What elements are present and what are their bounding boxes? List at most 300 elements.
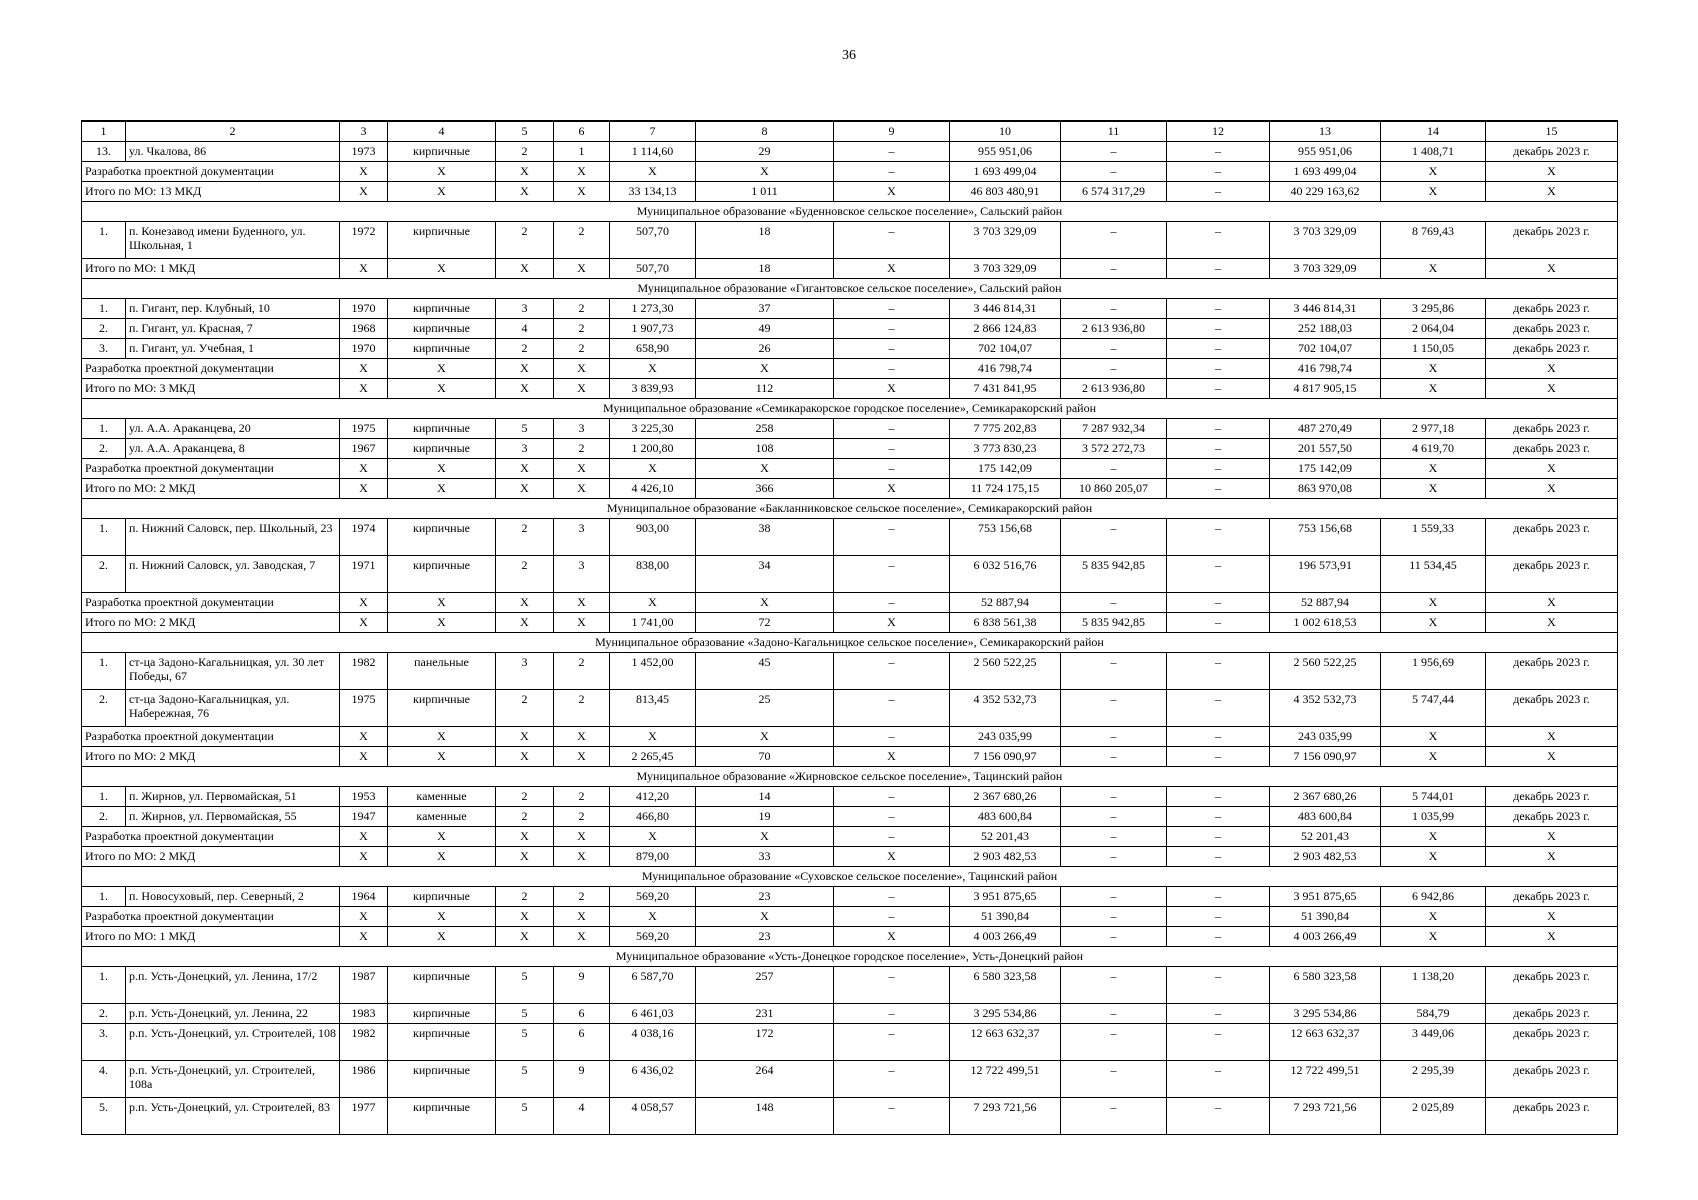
cost-per-area: 1 408,71 — [1381, 142, 1486, 162]
summary-label: Разработка проектной документации — [82, 359, 340, 379]
column-9-cell: – — [834, 1024, 950, 1061]
column-9-cell: – — [834, 339, 950, 359]
build-year: 1953 — [340, 787, 388, 807]
summary-cell-c13: 2 903 482,53 — [1270, 847, 1381, 867]
summary-cell-c13: 175 142,09 — [1270, 459, 1381, 479]
total-cost: 6 032 516,76 — [950, 556, 1061, 593]
row-number: 13. — [82, 142, 126, 162]
summary-cell-c4: X — [388, 827, 496, 847]
summary-cell-c7: 3 839,93 — [610, 379, 696, 399]
build-year: 1975 — [340, 690, 388, 727]
total-area: 813,45 — [610, 690, 696, 727]
summary-cell-c4: X — [388, 182, 496, 202]
column-9-cell: – — [834, 556, 950, 593]
completion-date: декабрь 2023 г. — [1486, 807, 1618, 827]
row-number: 3. — [82, 339, 126, 359]
cost-per-area: 6 942,86 — [1381, 887, 1486, 907]
cost-per-area: 3 449,06 — [1381, 1024, 1486, 1061]
summary-cell-c6: X — [554, 379, 610, 399]
entrances-count: 2 — [554, 887, 610, 907]
summary-cell-c13: 863 970,08 — [1270, 479, 1381, 499]
row-number: 1. — [82, 222, 126, 259]
building-address: р.п. Усть-Донецкий, ул. Ленина, 17/2 — [126, 967, 340, 1004]
floors-count: 2 — [496, 222, 554, 259]
summary-cell-c12: – — [1167, 162, 1270, 182]
summary-cell-c13: 7 156 090,97 — [1270, 747, 1381, 767]
summary-cell-c4: X — [388, 479, 496, 499]
summary-cell-c11: 10 860 205,07 — [1061, 479, 1167, 499]
building-address: п. Гигант, ул. Учебная, 1 — [126, 339, 340, 359]
summary-cell-c9: X — [834, 847, 950, 867]
wall-material: кирпичные — [388, 1061, 496, 1098]
residents-count: 172 — [696, 1024, 834, 1061]
summary-cell-c14: X — [1381, 847, 1486, 867]
residents-count: 34 — [696, 556, 834, 593]
summary-cell-c5: X — [496, 162, 554, 182]
wall-material: кирпичные — [388, 556, 496, 593]
column-number-cell: 2 — [126, 121, 340, 142]
building-address: р.п. Усть-Донецкий, ул. Строителей, 108а — [126, 1061, 340, 1098]
summary-cell-c15: X — [1486, 927, 1618, 947]
summary-row — [82, 259, 1618, 279]
column-9-cell: – — [834, 807, 950, 827]
summary-cell-c8: 366 — [696, 479, 834, 499]
summary-cell-c3: X — [340, 827, 388, 847]
total-cost: 3 951 875,65 — [950, 887, 1061, 907]
summary-cell-c8: 33 — [696, 847, 834, 867]
column-12-cell: – — [1167, 1024, 1270, 1061]
cost-per-area: 5 747,44 — [1381, 690, 1486, 727]
summary-cell-c12: – — [1167, 727, 1270, 747]
row-number: 1. — [82, 887, 126, 907]
municipality-section-row — [82, 767, 1618, 787]
column-9-cell: – — [834, 439, 950, 459]
summary-cell-c9: – — [834, 907, 950, 927]
column-13-cell: 3 446 814,31 — [1270, 299, 1381, 319]
summary-cell-c7: 2 265,45 — [610, 747, 696, 767]
building-address: п. Гигант, пер. Клубный, 10 — [126, 299, 340, 319]
build-year: 1974 — [340, 519, 388, 556]
entrances-count: 2 — [554, 319, 610, 339]
total-cost: 12 722 499,51 — [950, 1061, 1061, 1098]
column-9-cell: – — [834, 222, 950, 259]
column-12-cell: – — [1167, 807, 1270, 827]
summary-row — [82, 359, 1618, 379]
column-9-cell: – — [834, 653, 950, 690]
total-area: 1 200,80 — [610, 439, 696, 459]
summary-cell-c14: X — [1381, 379, 1486, 399]
building-address: ул. Чкалова, 86 — [126, 142, 340, 162]
building-row — [82, 319, 1618, 339]
column-12-cell: – — [1167, 142, 1270, 162]
completion-date: декабрь 2023 г. — [1486, 653, 1618, 690]
floors-count: 4 — [496, 319, 554, 339]
summary-label: Разработка проектной документации — [82, 593, 340, 613]
column-number-cell: 6 — [554, 121, 610, 142]
cost-per-area: 1 035,99 — [1381, 807, 1486, 827]
summary-cell-c5: X — [496, 747, 554, 767]
municipality-section-row — [82, 279, 1618, 299]
housing-repair-table — [81, 120, 1618, 1135]
summary-cell-c7: 507,70 — [610, 259, 696, 279]
column-number-cell: 3 — [340, 121, 388, 142]
floors-count: 3 — [496, 653, 554, 690]
summary-cell-c12: – — [1167, 747, 1270, 767]
summary-row — [82, 907, 1618, 927]
column-12-cell: – — [1167, 556, 1270, 593]
summary-cell-c15: X — [1486, 182, 1618, 202]
summary-cell-c14: X — [1381, 459, 1486, 479]
build-year: 1968 — [340, 319, 388, 339]
entrances-count: 3 — [554, 419, 610, 439]
total-cost: 3 703 329,09 — [950, 222, 1061, 259]
completion-date: декабрь 2023 г. — [1486, 1061, 1618, 1098]
building-row — [82, 1061, 1618, 1098]
residents-count: 18 — [696, 222, 834, 259]
building-row — [82, 556, 1618, 593]
summary-cell-c12: – — [1167, 827, 1270, 847]
summary-cell-c7: 4 426,10 — [610, 479, 696, 499]
summary-cell-cost: 416 798,74 — [950, 359, 1061, 379]
summary-label: Итого по МО: 1 МКД — [82, 927, 340, 947]
summary-cell-c5: X — [496, 613, 554, 633]
column-12-cell: – — [1167, 967, 1270, 1004]
summary-cell-c13: 52 201,43 — [1270, 827, 1381, 847]
entrances-count: 2 — [554, 787, 610, 807]
row-number: 2. — [82, 439, 126, 459]
build-year: 1964 — [340, 887, 388, 907]
municipality-title: Муниципальное образование «Бакланниковское сельское поселение», Семикаракорский район — [82, 499, 1618, 519]
summary-cell-c11: – — [1061, 359, 1167, 379]
summary-cell-c5: X — [496, 827, 554, 847]
summary-cell-c15: X — [1486, 747, 1618, 767]
summary-cell-cost: 4 003 266,49 — [950, 927, 1061, 947]
column-13-cell: 3 703 329,09 — [1270, 222, 1381, 259]
summary-cell-c15: X — [1486, 379, 1618, 399]
summary-cell-c4: X — [388, 747, 496, 767]
total-cost: 2 367 680,26 — [950, 787, 1061, 807]
row-number: 2. — [82, 807, 126, 827]
summary-cell-c4: X — [388, 593, 496, 613]
summary-label: Итого по МО: 2 МКД — [82, 613, 340, 633]
total-area: 6 587,70 — [610, 967, 696, 1004]
summary-cell-c12: – — [1167, 479, 1270, 499]
municipality-section-row — [82, 499, 1618, 519]
wall-material: кирпичные — [388, 967, 496, 1004]
residents-count: 26 — [696, 339, 834, 359]
column-9-cell: – — [834, 319, 950, 339]
municipality-title: Муниципальное образование «Семикаракорское городское поселение», Семикаракорский район — [82, 399, 1618, 419]
floors-count: 5 — [496, 419, 554, 439]
wall-material: кирпичные — [388, 1024, 496, 1061]
municipality-section-row — [82, 947, 1618, 967]
summary-cell-c3: X — [340, 162, 388, 182]
floors-count: 2 — [496, 519, 554, 556]
summary-cell-c5: X — [496, 907, 554, 927]
wall-material: кирпичные — [388, 439, 496, 459]
summary-cell-cost: 52 201,43 — [950, 827, 1061, 847]
summary-row — [82, 593, 1618, 613]
completion-date: декабрь 2023 г. — [1486, 319, 1618, 339]
summary-label: Разработка проектной документации — [82, 459, 340, 479]
floors-count: 2 — [496, 807, 554, 827]
summary-cell-c14: X — [1381, 927, 1486, 947]
summary-cell-c8: X — [696, 593, 834, 613]
column-11-cell: 7 287 932,34 — [1061, 419, 1167, 439]
building-address: п. Конезавод имени Буденного, ул. Школьная, 1 — [126, 222, 340, 259]
building-address: ул. А.А. Араканцева, 8 — [126, 439, 340, 459]
column-11-cell: – — [1061, 1024, 1167, 1061]
column-number-cell: 14 — [1381, 121, 1486, 142]
build-year: 1983 — [340, 1004, 388, 1024]
building-address: п. Нижний Саловск, пер. Школьный, 23 — [126, 519, 340, 556]
building-row — [82, 967, 1618, 1004]
summary-cell-c13: 40 229 163,62 — [1270, 182, 1381, 202]
column-12-cell: – — [1167, 339, 1270, 359]
row-number: 4. — [82, 1061, 126, 1098]
summary-cell-c8: 72 — [696, 613, 834, 633]
column-12-cell: – — [1167, 690, 1270, 727]
column-9-cell: – — [834, 519, 950, 556]
residents-count: 29 — [696, 142, 834, 162]
summary-cell-c9: – — [834, 162, 950, 182]
total-area: 4 058,57 — [610, 1098, 696, 1135]
summary-label: Итого по МО: 2 МКД — [82, 479, 340, 499]
building-row — [82, 807, 1618, 827]
summary-cell-c14: X — [1381, 613, 1486, 633]
summary-cell-c14: X — [1381, 827, 1486, 847]
column-12-cell: – — [1167, 419, 1270, 439]
completion-date: декабрь 2023 г. — [1486, 142, 1618, 162]
column-number-cell: 7 — [610, 121, 696, 142]
column-13-cell: 3 295 534,86 — [1270, 1004, 1381, 1024]
summary-cell-c9: – — [834, 727, 950, 747]
summary-cell-c11: – — [1061, 747, 1167, 767]
entrances-count: 2 — [554, 807, 610, 827]
column-11-cell: – — [1061, 967, 1167, 1004]
floors-count: 5 — [496, 967, 554, 1004]
summary-cell-c8: 18 — [696, 259, 834, 279]
summary-cell-c14: X — [1381, 259, 1486, 279]
entrances-count: 2 — [554, 222, 610, 259]
summary-cell-c13: 416 798,74 — [1270, 359, 1381, 379]
summary-cell-c3: X — [340, 613, 388, 633]
summary-label: Итого по МО: 13 МКД — [82, 182, 340, 202]
summary-cell-c8: 23 — [696, 927, 834, 947]
summary-cell-cost: 51 390,84 — [950, 907, 1061, 927]
summary-cell-c7: 1 741,00 — [610, 613, 696, 633]
summary-cell-c6: X — [554, 593, 610, 613]
completion-date: декабрь 2023 г. — [1486, 222, 1618, 259]
summary-cell-c6: X — [554, 847, 610, 867]
column-13-cell: 12 663 632,37 — [1270, 1024, 1381, 1061]
floors-count: 2 — [496, 142, 554, 162]
total-area: 412,20 — [610, 787, 696, 807]
summary-cell-c4: X — [388, 259, 496, 279]
building-row — [82, 222, 1618, 259]
summary-cell-c13: 243 035,99 — [1270, 727, 1381, 747]
summary-label: Итого по МО: 3 МКД — [82, 379, 340, 399]
building-row — [82, 1098, 1618, 1135]
build-year: 1971 — [340, 556, 388, 593]
summary-label: Разработка проектной документации — [82, 727, 340, 747]
summary-cell-c12: – — [1167, 593, 1270, 613]
build-year: 1967 — [340, 439, 388, 459]
total-cost: 7 775 202,83 — [950, 419, 1061, 439]
total-cost: 483 600,84 — [950, 807, 1061, 827]
summary-cell-c15: X — [1486, 459, 1618, 479]
summary-cell-c8: X — [696, 162, 834, 182]
column-9-cell: – — [834, 419, 950, 439]
completion-date: декабрь 2023 г. — [1486, 339, 1618, 359]
summary-cell-c15: X — [1486, 613, 1618, 633]
summary-cell-c11: 5 835 942,85 — [1061, 613, 1167, 633]
summary-cell-c13: 4 817 905,15 — [1270, 379, 1381, 399]
row-number: 1. — [82, 419, 126, 439]
column-13-cell: 4 352 532,73 — [1270, 690, 1381, 727]
summary-row — [82, 162, 1618, 182]
summary-cell-c12: – — [1167, 359, 1270, 379]
entrances-count: 2 — [554, 439, 610, 459]
summary-cell-c12: – — [1167, 379, 1270, 399]
summary-cell-c6: X — [554, 162, 610, 182]
summary-cell-cost: 175 142,09 — [950, 459, 1061, 479]
column-9-cell: – — [834, 299, 950, 319]
column-13-cell: 955 951,06 — [1270, 142, 1381, 162]
residents-count: 108 — [696, 439, 834, 459]
summary-cell-c3: X — [340, 359, 388, 379]
summary-cell-c7: X — [610, 459, 696, 479]
summary-cell-c6: X — [554, 907, 610, 927]
building-row — [82, 419, 1618, 439]
column-12-cell: – — [1167, 887, 1270, 907]
summary-cell-c12: – — [1167, 259, 1270, 279]
building-address: п. Нижний Саловск, ул. Заводская, 7 — [126, 556, 340, 593]
wall-material: кирпичные — [388, 142, 496, 162]
column-11-cell: 5 835 942,85 — [1061, 556, 1167, 593]
summary-cell-c9: – — [834, 593, 950, 613]
total-cost: 6 580 323,58 — [950, 967, 1061, 1004]
residents-count: 148 — [696, 1098, 834, 1135]
summary-cell-c14: X — [1381, 907, 1486, 927]
summary-cell-c6: X — [554, 259, 610, 279]
row-number: 1. — [82, 519, 126, 556]
summary-row — [82, 613, 1618, 633]
summary-cell-c6: X — [554, 459, 610, 479]
summary-label: Итого по МО: 2 МКД — [82, 747, 340, 767]
residents-count: 37 — [696, 299, 834, 319]
summary-cell-c13: 4 003 266,49 — [1270, 927, 1381, 947]
wall-material: кирпичные — [388, 1098, 496, 1135]
summary-cell-c7: X — [610, 907, 696, 927]
page-number: 36 — [842, 48, 856, 63]
summary-cell-c11: – — [1061, 459, 1167, 479]
completion-date: декабрь 2023 г. — [1486, 556, 1618, 593]
summary-cell-c11: – — [1061, 927, 1167, 947]
column-13-cell: 753 156,68 — [1270, 519, 1381, 556]
residents-count: 23 — [696, 887, 834, 907]
summary-cell-c11: – — [1061, 162, 1167, 182]
column-9-cell: – — [834, 690, 950, 727]
column-11-cell: – — [1061, 222, 1167, 259]
municipality-title: Муниципальное образование «Буденновское сельское поселение», Сальский район — [82, 202, 1618, 222]
summary-cell-c4: X — [388, 459, 496, 479]
floors-count: 5 — [496, 1098, 554, 1135]
completion-date: декабрь 2023 г. — [1486, 519, 1618, 556]
summary-cell-c12: – — [1167, 907, 1270, 927]
column-13-cell: 201 557,50 — [1270, 439, 1381, 459]
wall-material: кирпичные — [388, 690, 496, 727]
floors-count: 2 — [496, 787, 554, 807]
summary-row — [82, 747, 1618, 767]
column-13-cell: 487 270,49 — [1270, 419, 1381, 439]
summary-cell-c5: X — [496, 927, 554, 947]
total-cost: 3 773 830,23 — [950, 439, 1061, 459]
summary-cell-c8: 1 011 — [696, 182, 834, 202]
residents-count: 258 — [696, 419, 834, 439]
summary-row — [82, 182, 1618, 202]
summary-cell-c15: X — [1486, 847, 1618, 867]
entrances-count: 3 — [554, 556, 610, 593]
total-area: 1 273,30 — [610, 299, 696, 319]
municipality-section-row — [82, 202, 1618, 222]
building-address: р.п. Усть-Донецкий, ул. Строителей, 108 — [126, 1024, 340, 1061]
building-row — [82, 339, 1618, 359]
residents-count: 45 — [696, 653, 834, 690]
completion-date: декабрь 2023 г. — [1486, 439, 1618, 459]
summary-label: Итого по МО: 2 МКД — [82, 847, 340, 867]
row-number: 2. — [82, 319, 126, 339]
summary-cell-c11: – — [1061, 847, 1167, 867]
build-year: 1970 — [340, 299, 388, 319]
cost-per-area: 2 977,18 — [1381, 419, 1486, 439]
summary-cell-c7: 879,00 — [610, 847, 696, 867]
residents-count: 257 — [696, 967, 834, 1004]
column-11-cell: – — [1061, 887, 1167, 907]
summary-cell-c4: X — [388, 162, 496, 182]
summary-cell-c3: X — [340, 847, 388, 867]
building-row — [82, 653, 1618, 690]
summary-row — [82, 827, 1618, 847]
build-year: 1947 — [340, 807, 388, 827]
column-12-cell: – — [1167, 439, 1270, 459]
summary-cell-c3: X — [340, 927, 388, 947]
municipality-section-row — [82, 399, 1618, 419]
summary-cell-c3: X — [340, 747, 388, 767]
summary-cell-c7: X — [610, 162, 696, 182]
summary-row — [82, 479, 1618, 499]
column-13-cell: 196 573,91 — [1270, 556, 1381, 593]
total-cost: 753 156,68 — [950, 519, 1061, 556]
column-12-cell: – — [1167, 1098, 1270, 1135]
row-number: 2. — [82, 556, 126, 593]
column-11-cell: – — [1061, 1061, 1167, 1098]
summary-cell-c9: – — [834, 827, 950, 847]
cost-per-area: 1 150,05 — [1381, 339, 1486, 359]
column-number-cell: 11 — [1061, 121, 1167, 142]
building-address: ст-ца Задоно-Кагальницкая, ул. Набережная, 76 — [126, 690, 340, 727]
total-area: 1 114,60 — [610, 142, 696, 162]
total-area: 507,70 — [610, 222, 696, 259]
building-address: р.п. Усть-Донецкий, ул. Ленина, 22 — [126, 1004, 340, 1024]
summary-label: Разработка проектной документации — [82, 827, 340, 847]
entrances-count: 6 — [554, 1004, 610, 1024]
summary-row — [82, 379, 1618, 399]
summary-cell-c13: 3 703 329,09 — [1270, 259, 1381, 279]
column-12-cell: – — [1167, 519, 1270, 556]
summary-cell-c12: – — [1167, 927, 1270, 947]
build-year: 1977 — [340, 1098, 388, 1135]
